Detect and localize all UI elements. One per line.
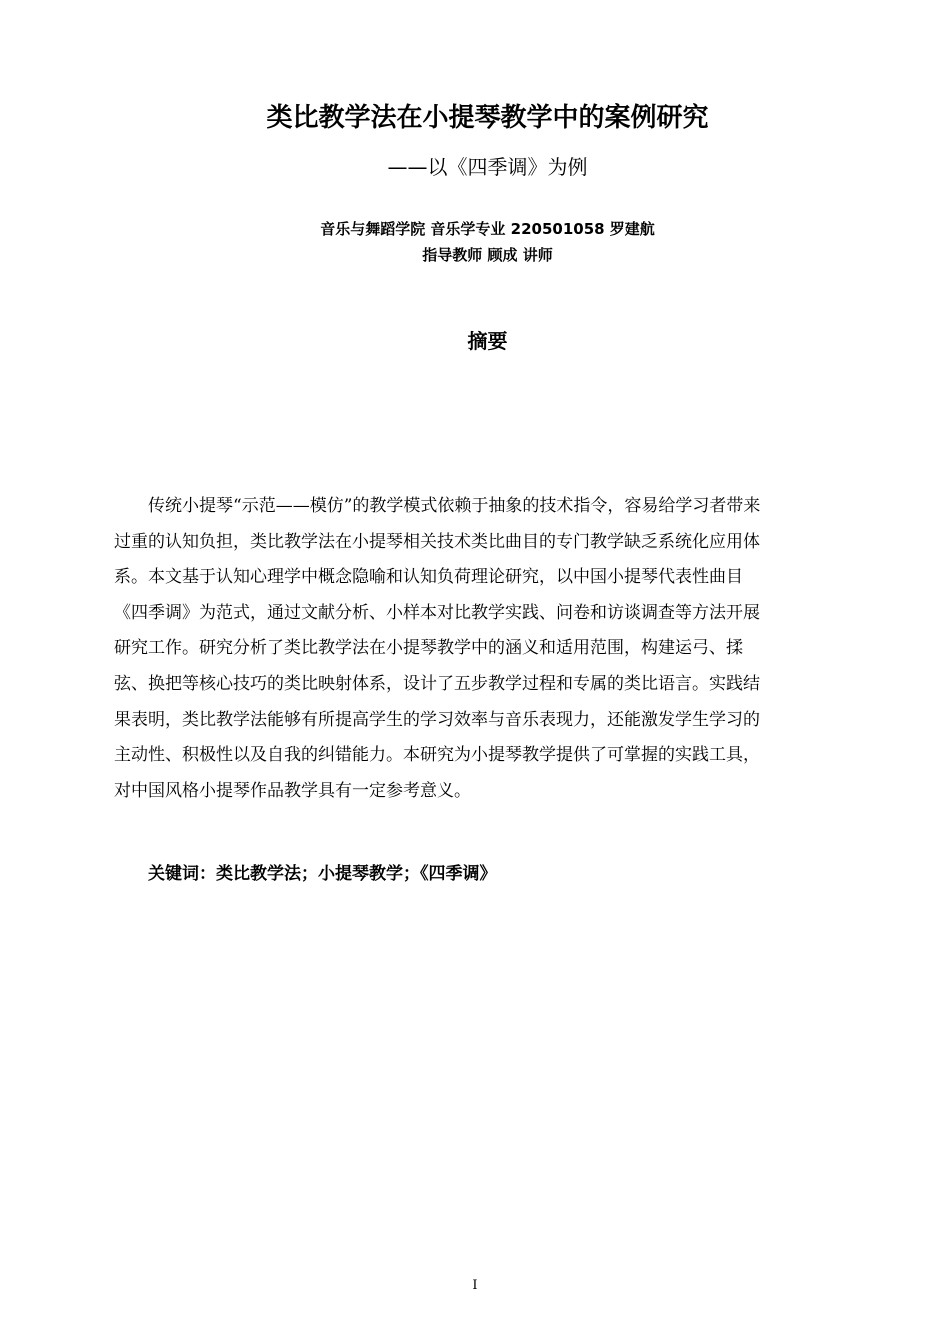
page-number: I: [472, 1278, 478, 1293]
abstract-line: 主动性、积极性以及自我的纠错能力。本研究为小提琴教学提供了可掌握的实践工具，: [114, 745, 760, 766]
paper-subtitle: ——以《四季调》为例: [387, 155, 588, 179]
advisor-line: 指导教师 顾成 讲师: [422, 246, 553, 264]
paper-title: 类比教学法在小提琴教学中的案例研究: [266, 103, 709, 133]
abstract-line: 系。本文基于认知心理学中概念隐喻和认知负荷理论研究，以中国小提琴代表性曲目: [114, 567, 743, 588]
author-line: 音乐与舞蹈学院 音乐学专业 220501058 罗建航: [320, 220, 655, 238]
abstract-line: 《四季调》为范式，通过文献分析、小样本对比教学实践、问卷和访谈调查等方法开展: [114, 602, 760, 623]
abstract-line: 弦、换把等核心技巧的类比映射体系，设计了五步教学过程和专属的类比语言。实践结: [114, 673, 760, 694]
keywords: 关键词：类比教学法；小提琴教学；《四季调》: [148, 864, 497, 884]
abstract-line: 研究工作。研究分析了类比教学法在小提琴教学中的涵义和适用范围，构建运弓、揉: [114, 638, 743, 659]
abstract-body: [114, 489, 874, 809]
abstract-line: 果表明，类比教学法能够有所提高学生的学习效率与音乐表现力，还能激发学生学习的: [114, 709, 760, 730]
abstract-heading: 摘要: [467, 329, 508, 353]
abstract-line: 过重的认知负担，类比教学法在小提琴相关技术类比曲目的专门教学缺乏系统化应用体: [114, 531, 760, 552]
abstract-line: 传统小提琴“示范——模仿”的教学模式依赖于抽象的技术指令，容易给学习者带来: [148, 496, 761, 516]
abstract-line: 对中国风格小提琴作品教学具有一定参考意义。: [114, 780, 471, 801]
